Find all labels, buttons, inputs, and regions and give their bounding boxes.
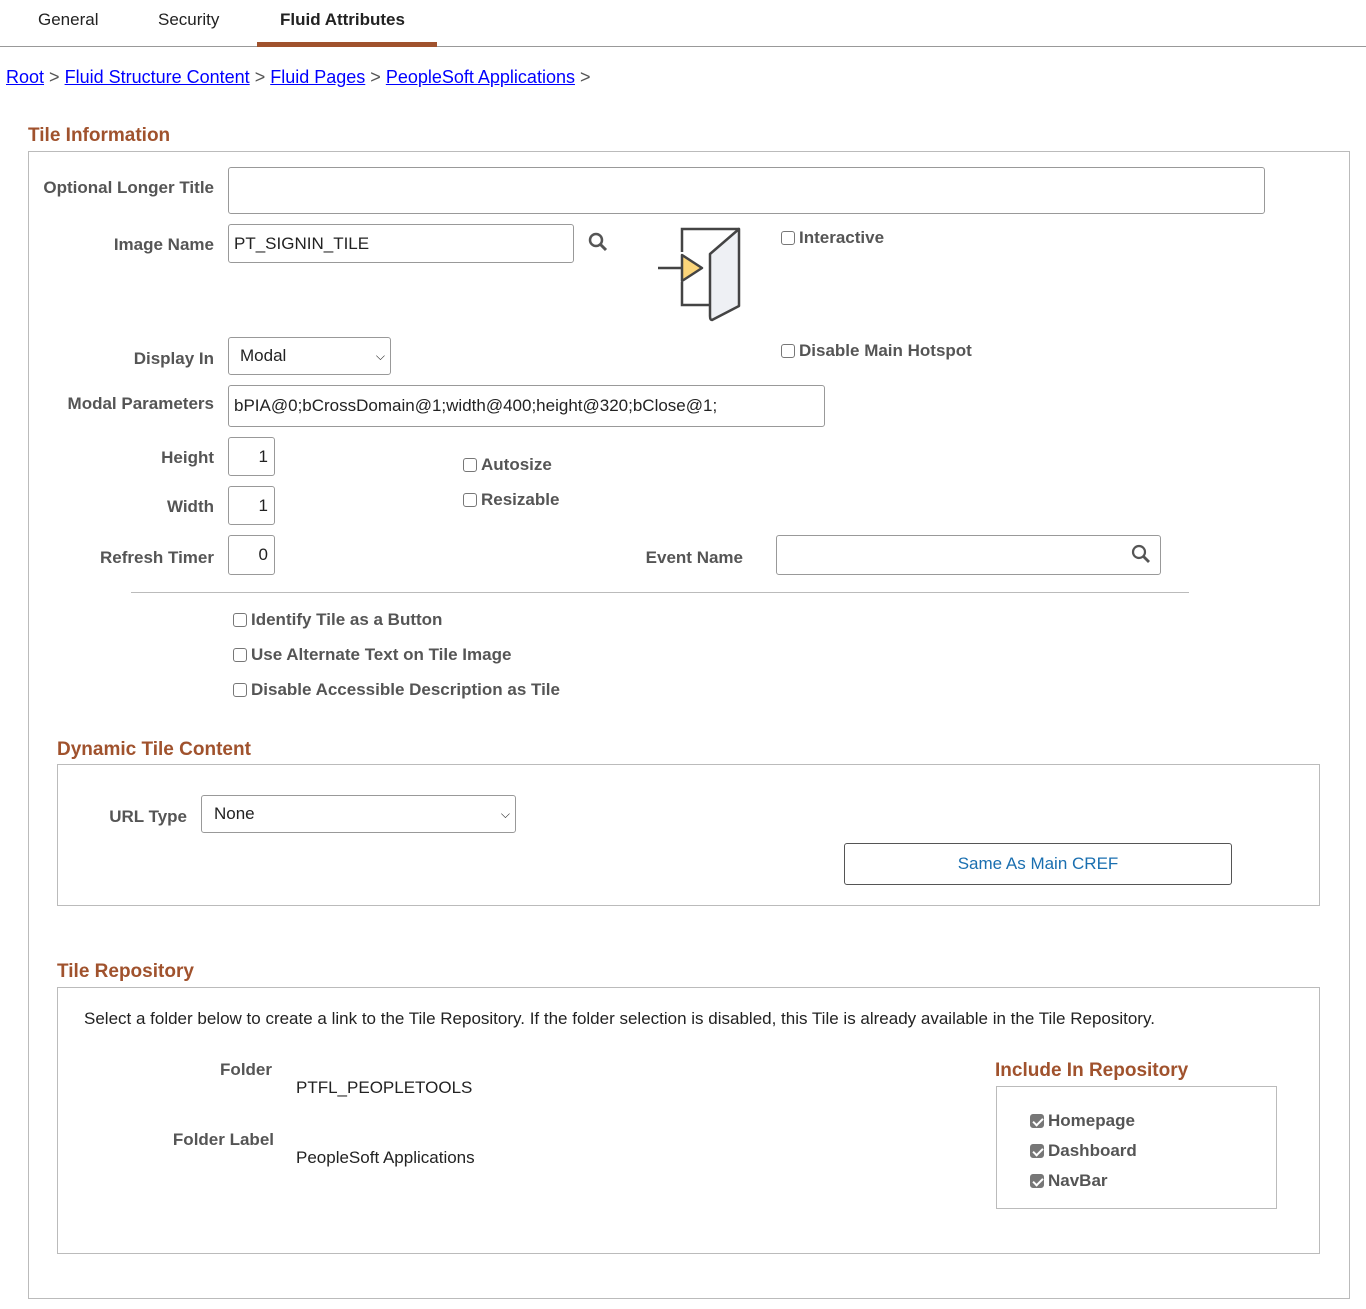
signin-tile-image-icon — [655, 224, 745, 324]
refresh-timer-label: Refresh Timer — [99, 548, 214, 567]
url-type-select[interactable]: None ⌵ — [201, 795, 516, 833]
display-in-select[interactable]: Modal ⌵ — [228, 337, 391, 375]
alternate-text-checkbox[interactable]: Use Alternate Text on Tile Image — [233, 645, 511, 665]
breadcrumb-root[interactable]: Root — [6, 67, 45, 87]
event-name-label: Event Name — [645, 548, 743, 567]
event-name-input[interactable] — [776, 535, 1161, 575]
display-in-label: Display In — [133, 349, 214, 368]
homepage-checkbox: Homepage — [1030, 1111, 1135, 1131]
width-input[interactable]: 1 — [228, 486, 275, 525]
disable-accessible-description-checkbox[interactable]: Disable Accessible Description as Tile — [233, 680, 560, 700]
dynamic-tile-content-title: Dynamic Tile Content — [57, 739, 251, 760]
height-label: Height — [161, 448, 214, 467]
folder-label-value: PeopleSoft Applications — [296, 1148, 475, 1167]
breadcrumb-sep: > — [579, 67, 591, 87]
autosize-checkbox[interactable]: Autosize — [463, 455, 552, 475]
folder-label-label: Folder Label — [172, 1130, 274, 1149]
identify-tile-button-checkbox[interactable]: Identify Tile as a Button — [233, 610, 442, 630]
repository-description: Select a folder below to create a link to the Tile Repository. If the folder selection is disabled, this Tile is already available in the Tile Repository. — [84, 1009, 1155, 1028]
breadcrumb-peoplesoft-apps[interactable]: PeopleSoft Applications — [385, 67, 575, 87]
folder-value: PTFL_PEOPLETOOLS — [296, 1078, 473, 1097]
search-icon[interactable] — [588, 232, 610, 254]
disable-main-hotspot-checkbox[interactable]: Disable Main Hotspot — [781, 341, 972, 361]
chevron-down-icon: ⌵ — [500, 806, 510, 821]
tile-repository-title: Tile Repository — [57, 961, 194, 982]
optional-longer-title-label: Optional Longer Title — [43, 178, 214, 197]
breadcrumb-sep: > — [370, 67, 381, 87]
dashboard-checkbox: Dashboard — [1030, 1141, 1137, 1161]
divider — [131, 592, 1189, 593]
url-type-label: URL Type — [109, 807, 187, 826]
include-in-repository-title: Include In Repository — [995, 1060, 1189, 1081]
height-input[interactable]: 1 — [228, 437, 275, 476]
tab-divider — [0, 46, 1366, 47]
refresh-timer-input[interactable]: 0 — [228, 535, 275, 575]
breadcrumb-sep: > — [49, 67, 60, 87]
search-icon[interactable] — [1131, 544, 1153, 566]
tab-fluid-attributes[interactable]: Fluid Attributes — [280, 10, 405, 29]
tab-security[interactable]: Security — [158, 10, 220, 29]
optional-longer-title-input[interactable] — [228, 167, 1265, 214]
tab-general[interactable]: General — [38, 10, 99, 29]
chevron-down-icon: ⌵ — [375, 348, 385, 363]
breadcrumb-fluid-structure[interactable]: Fluid Structure Content — [64, 67, 250, 87]
image-name-input[interactable]: PT_SIGNIN_TILE — [228, 224, 574, 263]
breadcrumb — [6, 67, 591, 88]
image-name-label: Image Name — [113, 235, 214, 254]
resizable-checkbox[interactable]: Resizable — [463, 490, 559, 510]
breadcrumb-fluid-pages[interactable]: Fluid Pages — [270, 67, 366, 87]
modal-parameters-input[interactable]: bPIA@0;bCrossDomain@1;width@400;height@320;bClose@1; — [228, 385, 825, 427]
navbar-checkbox: NavBar — [1030, 1171, 1108, 1191]
modal-parameters-label: Modal Parameters — [67, 394, 214, 413]
same-as-main-cref-button[interactable]: Same As Main CREF — [844, 843, 1232, 885]
folder-label: Folder — [220, 1060, 272, 1079]
breadcrumb-sep: > — [254, 67, 266, 87]
interactive-checkbox[interactable]: Interactive — [781, 228, 884, 248]
tile-information-title: Tile Information — [28, 125, 171, 146]
active-tab-indicator — [257, 42, 437, 47]
width-label: Width — [166, 497, 214, 516]
